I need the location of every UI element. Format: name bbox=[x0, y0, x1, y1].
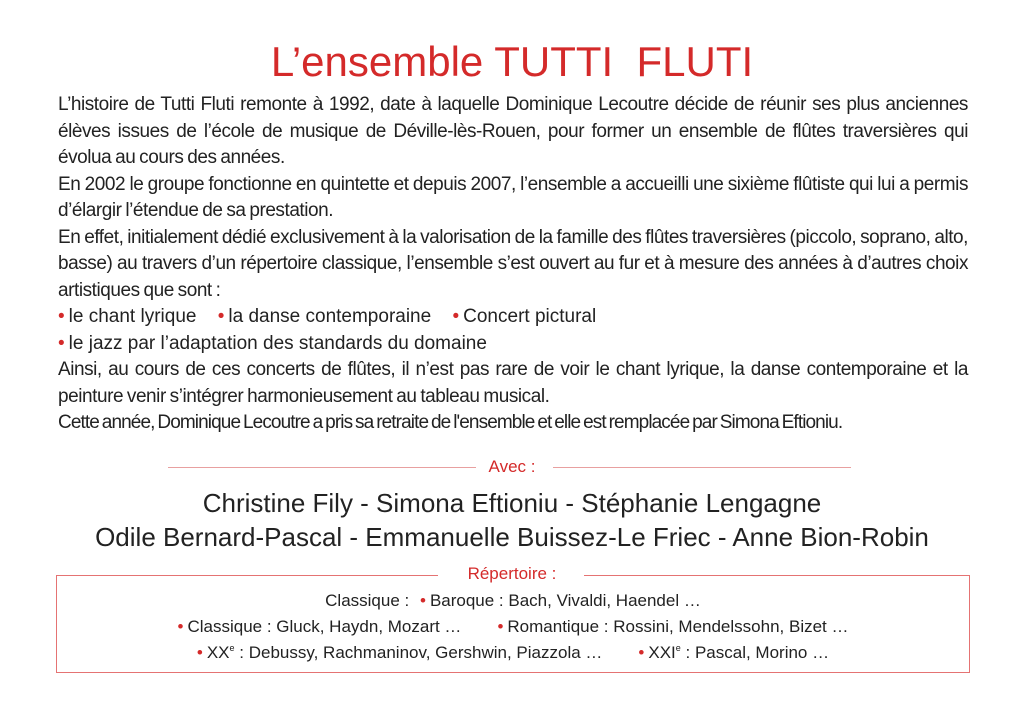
musicians-line-1: Christine Fily - Simona Eftioniu - Stéphanie Lengagne bbox=[202, 488, 822, 518]
page-title: L’ensemble TUTTI FLUTI bbox=[270, 38, 754, 85]
choice-jazz: le jazz par l’adaptation des standards du domaine bbox=[68, 332, 487, 354]
avec-label: Avec : bbox=[488, 457, 536, 476]
bullet-marker: • bbox=[177, 617, 184, 636]
bullet-marker: • bbox=[497, 617, 504, 636]
repertoire-classique: Classique : Gluck, Haydn, Mozart … bbox=[187, 617, 462, 636]
repertoire-label: Répertoire : bbox=[467, 564, 557, 583]
artistic-choices-line-1 bbox=[58, 304, 968, 331]
paragraph-history: L’histoire de Tutti Fluti remonte à 1992, date à laquelle Dominique Lecoutre décide de réunir ses plus anciennes élèves issues de l’école de musique de Déville-lès-Rouen, pour former un ensemble de flûtes traversières qui évolua au cours des années. bbox=[58, 94, 968, 168]
repertoire-classique-prefix: Classique : bbox=[325, 591, 410, 610]
presentation-text bbox=[58, 92, 968, 437]
repertoire-xx-text: : Debussy, Rachmaninov, Gershwin, Piazzola … bbox=[234, 643, 603, 662]
musicians-list bbox=[0, 486, 1024, 554]
bullet-marker: • bbox=[638, 643, 645, 662]
paragraph-quintet: En 2002 le groupe fonctionne en quintette et depuis 2007, l’ensemble a accueilli une sixième flûtiste qui lui a permis d’élargir l’étendue de sa prestation. bbox=[58, 173, 968, 221]
repertoire-line-2 bbox=[56, 614, 970, 640]
repertoire-line-3 bbox=[56, 640, 970, 666]
bullet-marker: • bbox=[217, 306, 225, 327]
bullet-marker: • bbox=[196, 643, 203, 662]
choice-concert-pictural: Concert pictural bbox=[463, 306, 597, 327]
repertoire-content bbox=[56, 588, 970, 666]
repertoire-line-1 bbox=[56, 588, 970, 614]
choice-chant-lyrique: le chant lyrique bbox=[68, 306, 197, 327]
paragraph-retirement: Cette année, Dominique Lecoutre a pris sa retraite de l'ensemble et elle est remplacée par Simona Eftioniu. bbox=[58, 412, 843, 433]
repertoire-baroque: Baroque : Bach, Vivaldi, Haendel … bbox=[429, 591, 701, 610]
bullet-marker: • bbox=[58, 306, 65, 327]
avec-divider-right bbox=[553, 467, 851, 468]
choice-danse-contemporaine: la danse contemporaine bbox=[228, 306, 432, 327]
repertoire-xx-sup: e bbox=[229, 643, 235, 653]
bullet-marker: • bbox=[419, 591, 426, 610]
repertoire-xxi-roman: XXI bbox=[648, 643, 676, 662]
repertoire-xx-roman: XX bbox=[206, 643, 230, 662]
musicians-line-2: Odile Bernard-Pascal - Emmanuelle Buissez-Le Friec - Anne Bion-Robin bbox=[95, 522, 929, 552]
repertoire-romantique: Romantique : Rossini, Mendelssohn, Bizet … bbox=[507, 617, 849, 636]
bullet-marker: • bbox=[58, 332, 65, 354]
paragraph-integration: Ainsi, au cours de ces concerts de flûtes, il n’est pas rare de voir le chant lyrique, la danse contemporaine et la peinture venir s’intégrer harmonieusement au tableau musical. bbox=[58, 359, 968, 407]
paragraph-artistic-opening: En effet, initialement dédié exclusivement à la valorisation de la famille des flûtes traversières (piccolo, soprano, alto, basse) au travers d’un répertoire classique, l’ensemble s’est ouvert au fur et à mesure des années à d’autres choix artistiques que sont : bbox=[58, 226, 968, 301]
repertoire-xxi-text: : Pascal, Morino … bbox=[680, 643, 830, 662]
repertoire-xxi-sup: e bbox=[675, 643, 681, 653]
artistic-choices-line-2 bbox=[58, 331, 968, 358]
bullet-marker: • bbox=[452, 306, 460, 327]
